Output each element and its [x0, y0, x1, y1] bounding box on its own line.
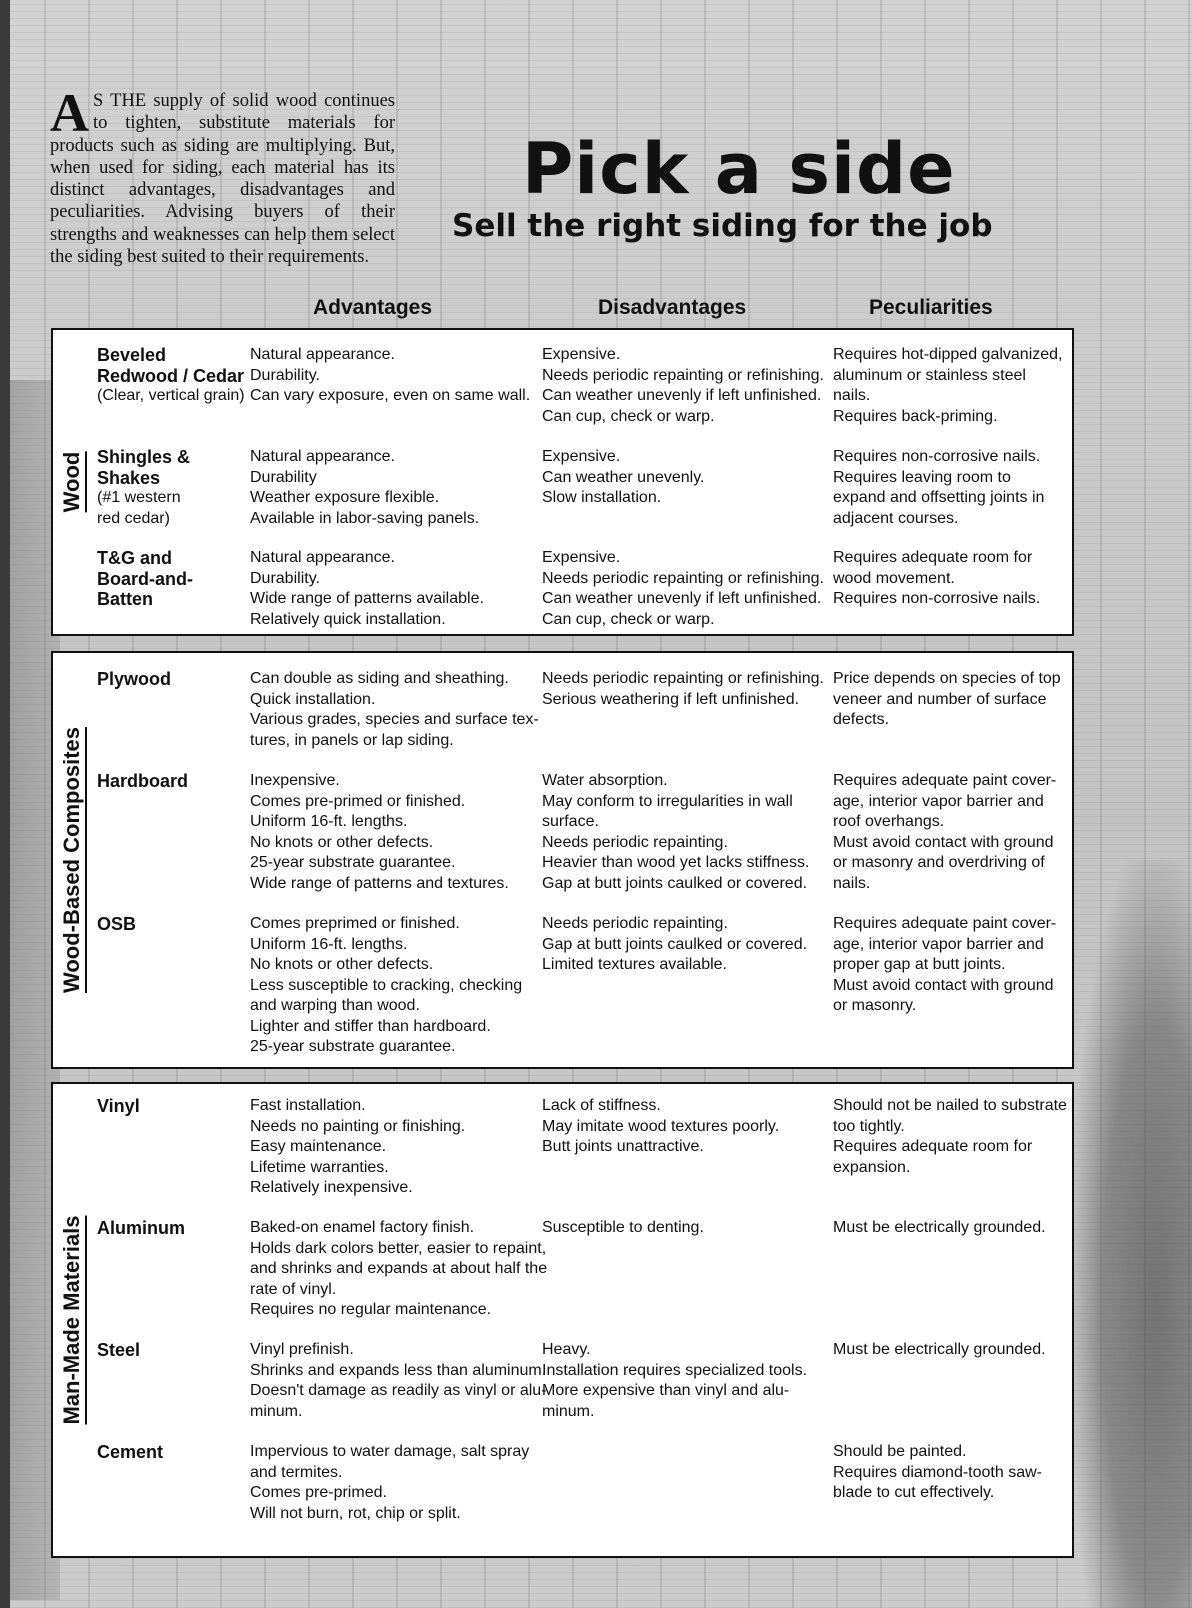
advantage-line: Lifetime warranties.: [250, 1158, 389, 1176]
peculiarities-cell: [833, 548, 1071, 610]
advantages-cell: [250, 914, 540, 1058]
material-name-cell: [97, 914, 247, 935]
group-wood: [51, 328, 1074, 636]
advantage-line: tures, in panels or lap siding.: [250, 731, 454, 749]
peculiarity-line: Must be electrically grounded.: [833, 1341, 1046, 1358]
advantage-line: Wide range of patterns available.: [250, 590, 484, 607]
peculiarity-line: wood movement.: [833, 569, 955, 587]
disadvantage-line: Heavy.: [542, 1341, 591, 1358]
advantage-line: Relatively quick installation.: [250, 610, 446, 628]
material-name-cell: [97, 1340, 247, 1361]
disadvantage-line: Can weather unevenly.: [542, 468, 705, 486]
peculiarity-line: aluminum or stainless steel: [833, 366, 1026, 384]
page-title: Pick a side: [522, 128, 956, 210]
page-edge: [0, 0, 10, 1608]
advantages-cell: [250, 345, 540, 407]
disadvantage-line: Can weather unevenly if left unfinished.: [542, 387, 822, 404]
material-name-cell: [97, 1218, 247, 1239]
material-name: Vinyl: [97, 1096, 140, 1116]
group-man-made-materials: [51, 1082, 1074, 1558]
disadvantage-line: Expensive.: [542, 346, 621, 363]
disadvantage-line: minum.: [542, 1402, 595, 1420]
disadvantage-line: Expensive.: [542, 448, 621, 465]
advantage-line: and warping than wood.: [250, 997, 420, 1014]
drop-cap: A: [50, 83, 89, 143]
advantage-line: Relatively inexpensive.: [250, 1179, 413, 1196]
disadvantages-cell: [542, 669, 832, 710]
peculiarity-line: Requires back-priming.: [833, 407, 998, 425]
page-subtitle: Sell the right siding for the job: [452, 208, 993, 244]
material-note: (Clear, vertical grain): [97, 387, 245, 404]
disadvantages-cell: [542, 447, 832, 509]
advantage-line: Comes preprimed or finished.: [250, 915, 460, 932]
peculiarity-line: Requires hot-dipped galvanized,: [833, 346, 1063, 363]
material-name-cell: [97, 548, 247, 610]
peculiarities-cell: [833, 669, 1071, 731]
peculiarity-line: or masonry.: [833, 997, 917, 1014]
disadvantages-cell: [542, 1218, 832, 1239]
peculiarity-line: defects.: [833, 711, 890, 728]
advantage-line: minum.: [250, 1402, 303, 1420]
advantage-line: Uniform 16-ft. lengths.: [250, 813, 408, 830]
advantage-line: Vinyl prefinish.: [250, 1341, 354, 1358]
advantage-line: rate of vinyl.: [250, 1280, 337, 1298]
material-name: Hardboard: [97, 771, 189, 791]
disadvantage-line: Lack of stiffness.: [542, 1097, 661, 1114]
peculiarity-line: Requires adequate room for: [833, 1138, 1033, 1155]
advantage-line: Impervious to water damage, salt spray: [250, 1443, 530, 1460]
advantage-line: 25-year substrate guarantee.: [250, 854, 456, 871]
peculiarity-line: Should not be nailed to substrate: [833, 1097, 1067, 1114]
advantage-line: Durability.: [250, 569, 320, 587]
intro-text: S THE supply of solid wood continues to tighten, substitute materials for products such as siding are multiplying. But, when used for siding, each material has its distinct advantages, disadvantages and peculiarities. Advising buyers of their strengths and weaknesses can help them select the siding best suited to their requirements.: [50, 91, 395, 268]
advantages-cell: [250, 1340, 547, 1422]
peculiarity-line: veneer and number of surface: [833, 690, 1047, 708]
peculiarity-line: nails.: [833, 874, 871, 892]
advantage-line: Shrinks and expands less than aluminum.: [250, 1361, 547, 1379]
peculiarity-line: or masonry and overdriving of: [833, 854, 1045, 871]
advantage-line: Natural appearance.: [250, 448, 395, 465]
column-header-disadvantages: Disadvantages: [598, 296, 747, 319]
advantage-line: Uniform 16-ft. lengths.: [250, 935, 408, 953]
peculiarity-line: expand and offsetting joints in: [833, 489, 1045, 506]
group-label-composites: Wood-Based Composites: [59, 727, 87, 993]
advantage-line: Comes pre-primed.: [250, 1484, 387, 1501]
peculiarities-cell: [833, 771, 1071, 894]
peculiarity-line: Requires non-corrosive nails.: [833, 590, 1041, 607]
material-name: Beveled Redwood / Cedar: [97, 345, 245, 386]
advantage-line: Needs no painting or finishing.: [250, 1117, 466, 1135]
peculiarity-line: Must avoid contact with ground: [833, 833, 1054, 851]
column-header-peculiarities: Peculiarities: [869, 296, 993, 319]
peculiarity-line: Requires adequate room for: [833, 549, 1033, 566]
advantage-line: Durability.: [250, 366, 320, 384]
advantage-line: Various grades, species and surface tex-: [250, 711, 539, 728]
background-foliage: [1072, 860, 1192, 1608]
disadvantage-line: Heavier than wood yet lacks stiffness.: [542, 854, 810, 871]
advantage-line: Lighter and stiffer than hardboard.: [250, 1017, 491, 1035]
peculiarity-line: adjacent courses.: [833, 509, 959, 527]
disadvantage-line: Limited textures available.: [542, 956, 727, 973]
disadvantage-line: Needs periodic repainting.: [542, 833, 728, 851]
disadvantage-line: Butt joints unattractive.: [542, 1138, 704, 1155]
material-name: Shingles & Shakes: [97, 447, 191, 488]
advantage-line: Wide range of patterns and textures.: [250, 874, 509, 892]
peculiarity-line: expansion.: [833, 1158, 911, 1176]
advantages-cell: [250, 1218, 548, 1321]
peculiarity-line: Requires non-corrosive nails.: [833, 448, 1041, 465]
peculiarities-cell: [833, 914, 1071, 1017]
peculiarity-line: Requires leaving room to: [833, 468, 1011, 486]
peculiarities-cell: [833, 1218, 1071, 1239]
disadvantages-cell: [542, 914, 832, 976]
advantage-line: Durability: [250, 468, 317, 486]
material-name: Aluminum: [97, 1218, 185, 1238]
peculiarity-line: Requires adequate paint cover-: [833, 915, 1057, 932]
advantages-cell: [250, 447, 540, 529]
disadvantage-line: Needs periodic repainting or refinishing.: [542, 670, 824, 687]
peculiarities-cell: [833, 1340, 1071, 1361]
advantage-line: Natural appearance.: [250, 346, 395, 363]
advantage-line: Weather exposure flexible.: [250, 489, 440, 506]
advantage-line: Baked-on enamel factory finish.: [250, 1219, 475, 1236]
peculiarity-line: Requires adequate paint cover-: [833, 772, 1057, 789]
material-note: (#1 western red cedar): [97, 489, 181, 527]
material-name: Plywood: [97, 669, 172, 689]
peculiarities-cell: [833, 345, 1071, 427]
material-name-cell: [97, 1442, 247, 1463]
peculiarities-cell: [833, 447, 1071, 529]
peculiarity-line: nails.: [833, 387, 871, 404]
group-label-man-made: Man-Made Materials: [59, 1215, 87, 1424]
disadvantage-line: Water absorption.: [542, 772, 668, 789]
material-name: Steel: [97, 1340, 141, 1360]
disadvantage-line: Needs periodic repainting or refinishing.: [542, 366, 824, 384]
disadvantages-cell: [542, 1340, 832, 1422]
advantage-line: Easy maintenance.: [250, 1138, 387, 1155]
group-label-wood: Wood: [59, 452, 87, 513]
disadvantages-cell: [542, 771, 832, 894]
advantage-line: 25-year substrate guarantee.: [250, 1038, 456, 1055]
advantage-line: Comes pre-primed or finished.: [250, 792, 466, 810]
disadvantage-line: Installation requires specialized tools.: [542, 1361, 808, 1379]
advantage-line: Available in labor-saving panels.: [250, 509, 480, 527]
advantage-line: Requires no regular maintenance.: [250, 1301, 492, 1318]
advantage-line: Quick installation.: [250, 690, 376, 708]
disadvantages-cell: [542, 1096, 832, 1158]
disadvantage-line: Gap at butt joints caulked or covered.: [542, 874, 808, 892]
advantage-line: No knots or other defects.: [250, 833, 434, 851]
material-name-cell: [97, 1096, 247, 1117]
advantage-line: Less susceptible to cracking, checking: [250, 976, 523, 994]
disadvantages-cell: [542, 345, 832, 427]
disadvantage-line: Can weather unevenly if left unfinished.: [542, 590, 822, 607]
peculiarity-line: roof overhangs.: [833, 813, 945, 830]
advantages-cell: [250, 669, 540, 751]
disadvantage-line: Gap at butt joints caulked or covered.: [542, 935, 808, 953]
disadvantages-cell: [542, 548, 832, 630]
advantages-cell: [250, 1442, 540, 1524]
group-wood-based-composites: [51, 651, 1074, 1069]
advantage-line: No knots or other defects.: [250, 956, 434, 973]
material-name-cell: [97, 669, 247, 690]
peculiarity-line: Price depends on species of top: [833, 670, 1061, 687]
peculiarity-line: blade to cut effectively.: [833, 1484, 995, 1501]
advantage-line: Doesn't damage as readily as vinyl or alu-: [250, 1382, 547, 1399]
disadvantage-line: Expensive.: [542, 549, 621, 566]
disadvantage-line: Slow installation.: [542, 489, 662, 506]
advantage-line: Holds dark colors better, easier to repaint,: [250, 1239, 547, 1257]
material-name: Cement: [97, 1442, 164, 1462]
material-name-cell: [97, 345, 247, 407]
material-name-cell: [97, 447, 247, 529]
advantage-line: and shrinks and expands at about half the: [250, 1260, 548, 1277]
peculiarity-line: Should be painted.: [833, 1443, 967, 1460]
advantage-line: Can vary exposure, even on same wall.: [250, 387, 531, 404]
disadvantage-line: surface.: [542, 813, 599, 830]
advantage-line: Can double as siding and sheathing.: [250, 670, 509, 687]
advantages-cell: [250, 548, 540, 630]
material-name: OSB: [97, 914, 137, 934]
peculiarity-line: proper gap at butt joints.: [833, 956, 1006, 973]
advantages-cell: [250, 1096, 540, 1199]
disadvantage-line: Needs periodic repainting.: [542, 915, 728, 932]
advantage-line: Inexpensive.: [250, 772, 340, 789]
disadvantage-line: Susceptible to denting.: [542, 1219, 704, 1236]
disadvantage-line: Can cup, check or warp.: [542, 407, 715, 425]
peculiarity-line: Requires diamond-tooth saw-: [833, 1463, 1042, 1481]
disadvantage-line: May conform to irregularities in wall: [542, 792, 793, 810]
advantage-line: Will not burn, rot, chip or split.: [250, 1504, 461, 1522]
peculiarity-line: age, interior vapor barrier and: [833, 935, 1044, 953]
disadvantage-line: More expensive than vinyl and alu-: [542, 1382, 790, 1399]
material-name: T&G and Board-and- Batten: [97, 548, 193, 609]
disadvantage-line: Can cup, check or warp.: [542, 610, 715, 628]
advantage-line: Natural appearance.: [250, 549, 395, 566]
peculiarity-line: Must avoid contact with ground: [833, 976, 1054, 994]
peculiarities-cell: [833, 1096, 1071, 1178]
material-name-cell: [97, 771, 247, 792]
disadvantage-line: Serious weathering if left unfinished.: [542, 690, 800, 708]
advantages-cell: [250, 771, 540, 894]
peculiarity-line: too tightly.: [833, 1117, 905, 1135]
advantage-line: Fast installation.: [250, 1097, 366, 1114]
peculiarity-line: age, interior vapor barrier and: [833, 792, 1044, 810]
disadvantage-line: May imitate wood textures poorly.: [542, 1117, 780, 1135]
advantage-line: and termites.: [250, 1463, 343, 1481]
intro-paragraph: [50, 83, 395, 268]
peculiarities-cell: [833, 1442, 1071, 1504]
disadvantage-line: Needs periodic repainting or refinishing.: [542, 569, 824, 587]
column-header-advantages: Advantages: [313, 296, 433, 319]
peculiarity-line: Must be electrically grounded.: [833, 1219, 1046, 1236]
